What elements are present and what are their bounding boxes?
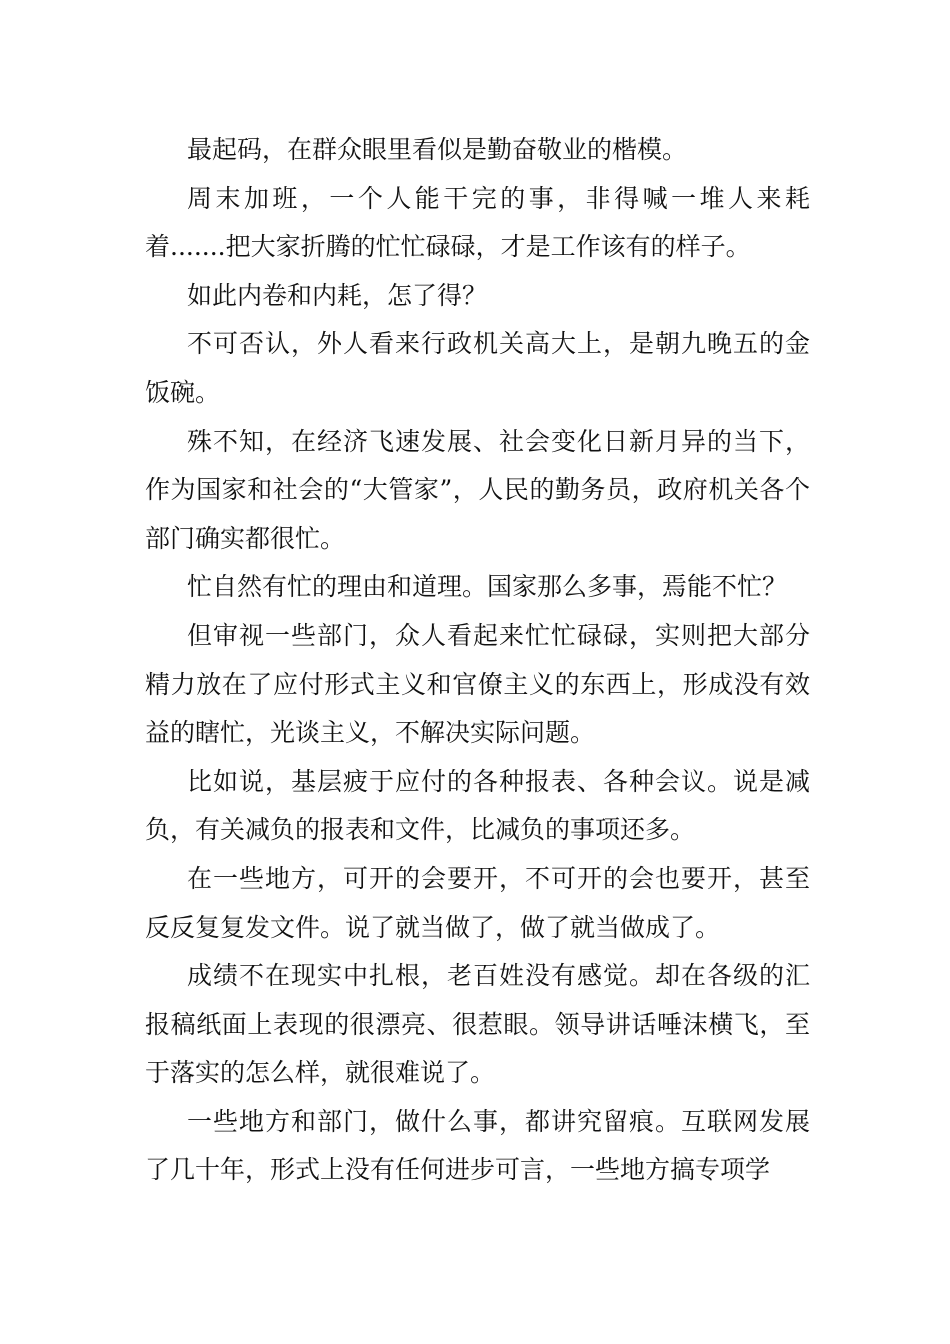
paragraph-11: 一些地方和部门，做什么事，都讲究留痕。互联网发展了几十年，形式上没有任何进步可言，一些地方搞专项学 xyxy=(145,1106,810,1185)
paragraph-5: 殊不知，在经济飞速发展、社会变化日新月异的当下，作为国家和社会的“大管家”，人民的勤务员，政府机关各个部门确实都很忙。 xyxy=(145,426,810,553)
paragraph-1: 最起码，在群众眼里看似是勤奋敬业的楷模。 xyxy=(187,135,688,164)
paragraph-9: 在一些地方，可开的会要开，不可开的会也要开，甚至反反复复发文件。说了就当做了，做了就当做成了。 xyxy=(145,863,810,942)
paragraph-3: 如此内卷和内耗，怎了得？ xyxy=(187,280,488,310)
paragraph-8: 比如说，基层疲于应付的各种报表、各种会议。说是减负，有关减负的报表和文件，比减负的事项还多。 xyxy=(145,766,810,845)
document-body xyxy=(145,126,810,1195)
paragraph-4: 不可否认，外人看来行政机关高大上，是朝九晚五的金饭碗。 xyxy=(145,329,810,407)
paragraph-2: 周末加班，一个人能干完的事，非得喊一堆人来耗着.......把大家折腾的忙忙碌碌，才是工作该有的样子。 xyxy=(145,183,810,262)
paragraph-7: 但审视一些部门，众人看起来忙忙碌碌，实则把大部分精力放在了应付形式主义和官僚主义的东西上，形成没有效益的瞎忙，光谈主义，不解决实际问题。 xyxy=(145,620,810,748)
paragraph-10: 成绩不在现实中扎根，老百姓没有感觉。却在各级的汇报稿纸面上表现的很漂亮、很惹眼。领导讲话唾沫横飞，至于落实的怎么样，就很难说了。 xyxy=(145,961,810,1088)
paragraph-6: 忙自然有忙的理由和道理。国家那么多事，焉能不忙？ xyxy=(187,572,788,602)
